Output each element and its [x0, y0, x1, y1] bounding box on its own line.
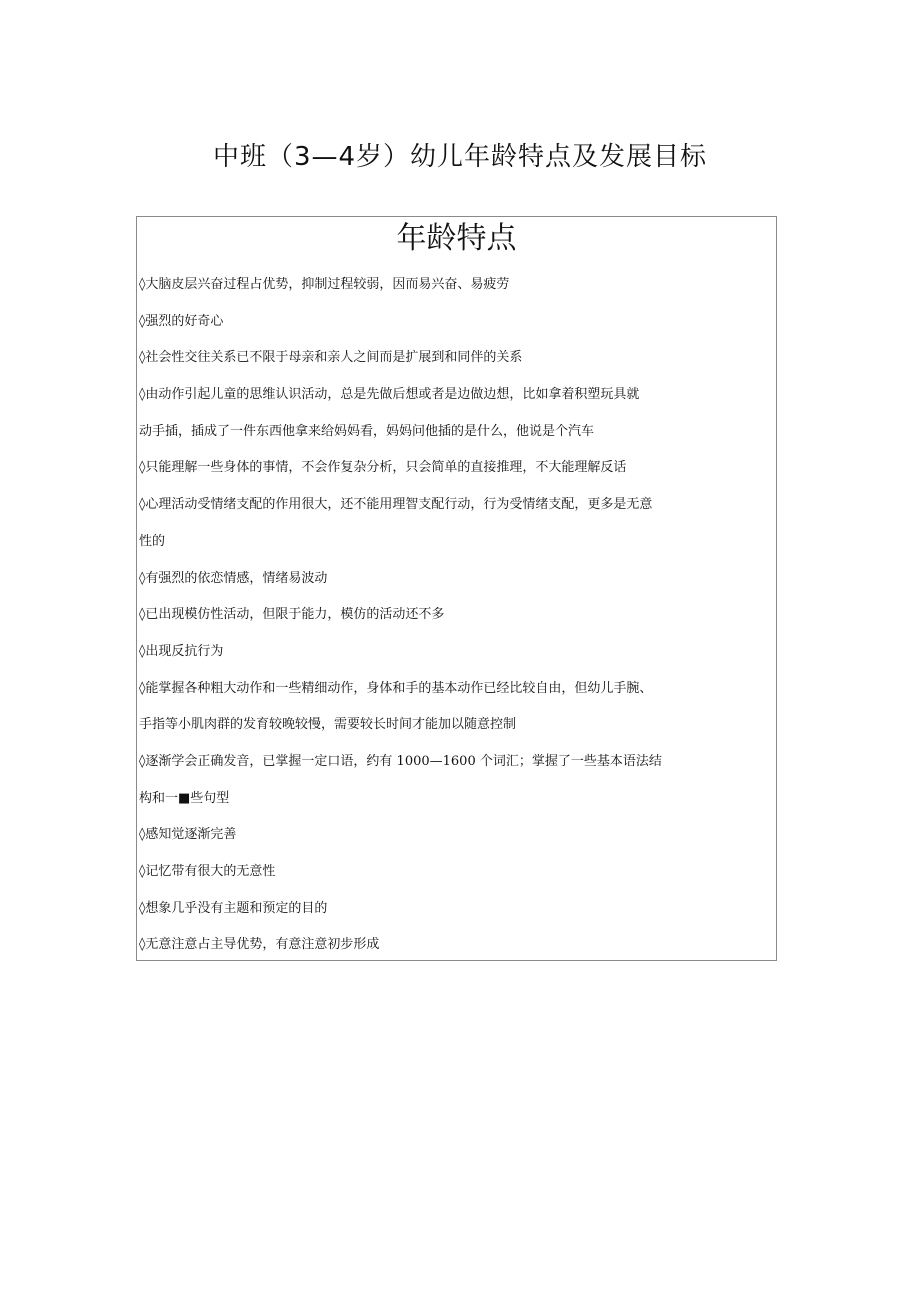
list-item: ◊出现反抗行为 — [139, 643, 224, 659]
list-item: ◊想象几乎没有主题和预定的目的 — [139, 900, 328, 916]
list-item: ◊记忆带有很大的无意性 — [139, 864, 276, 879]
list-item: ◊大脑皮层兴奋过程占优势，抑制过程较弱，因而易兴奋、易疲劳 — [139, 277, 510, 292]
list-item: ◊由动作引起儿童的思维认识活动，总是先做后想或者是边做边想，比如拿着积塑玩具就 — [139, 387, 640, 403]
list-item: ◊逐渐学会正确发音，已掌握一定口语，约有 1000—1600 个词汇；掌握了一些基本语法结 — [139, 753, 662, 769]
list-item: ◊无意注意占主导优势，有意注意初步形成 — [139, 937, 380, 953]
list-item: ◊能掌握各种粗大动作和一些精细动作，身体和手的基本动作已经比较自由，但幼儿手腕、 — [139, 680, 653, 696]
list-item: ◊只能理解一些身体的事情，不会作复杂分析，只会简单的直接推理，不大能理解反话 — [139, 460, 627, 476]
list-item: 动手插，插成了一件东西他拿来给妈妈看，妈妈问他插的是什么，他说是个汽车 — [139, 423, 595, 439]
list-item: 构和一■些句型 — [139, 790, 230, 806]
list-item: ◊心理活动受情绪支配的作用很大，还不能用理智支配行动，行为受情绪支配，更多是无意 — [139, 497, 653, 513]
page-title: 中班（3—4岁）幼儿年龄特点及发展目标 — [212, 142, 708, 172]
age-characteristics-table — [136, 216, 777, 961]
section-heading: 年龄特点 — [396, 221, 517, 256]
list-item: ◊社会性交往关系已不限于母亲和亲人之间而是扩展到和同伴的关系 — [139, 350, 523, 366]
list-item: 性的 — [139, 533, 166, 549]
list-item: ◊已出现模仿性活动，但限于能力，模仿的活动还不多 — [139, 607, 445, 623]
list-item: ◊感知觉逐渐完善 — [139, 827, 237, 843]
list-item: ◊强烈的好奇心 — [139, 313, 224, 329]
characteristics-list — [137, 267, 776, 961]
list-item: ◊有强烈的依恋情感，情绪易波动 — [139, 570, 328, 586]
list-item: 手指等小肌肉群的发育较晚较慢，需要较长时间才能加以随意控制 — [139, 717, 517, 733]
